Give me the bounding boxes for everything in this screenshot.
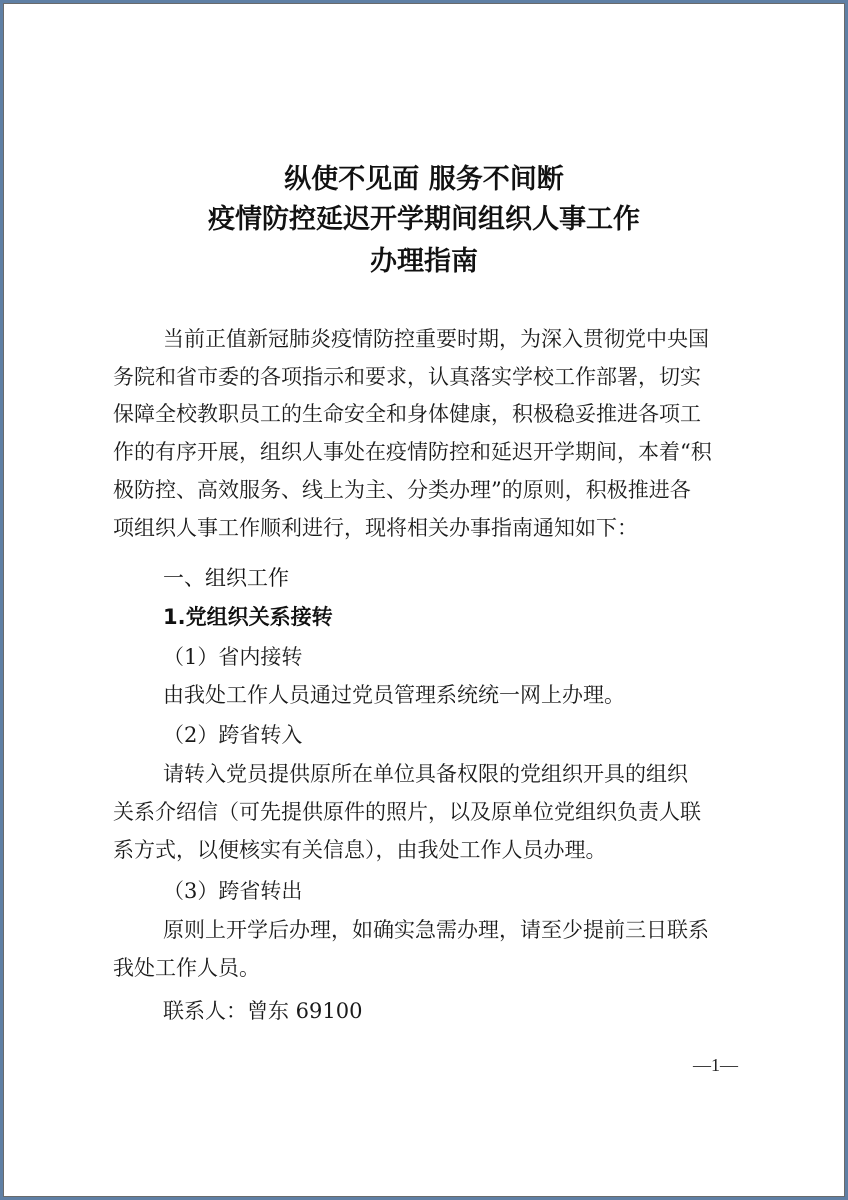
page-number: —1—	[693, 1055, 738, 1075]
title-line-1: 纵使不见面 服务不间断	[284, 164, 564, 195]
item-2-label: （2）跨省转入	[163, 723, 303, 747]
item-3-line-1: 原则上开学后办理，如确实急需办理，请至少提前三日联系	[163, 918, 709, 942]
intro-line-1: 当前正值新冠肺炎疫情防控重要时期，为深入贯彻党中央国	[163, 327, 709, 351]
item-2-line-3: 系方式，以便核实有关信息），由我处工作人员办理。	[113, 838, 607, 862]
item-2-line-2: 关系介绍信（可先提供原件的照片，以及原单位党组织负责人联	[113, 800, 701, 824]
title-line-2: 疫情防控延迟开学期间组织人事工作	[208, 204, 640, 235]
intro-line-2: 务院和省市委的各项指示和要求，认真落实学校工作部署，切实	[113, 365, 701, 389]
item-3-line-2: 我处工作人员。	[113, 956, 260, 980]
intro-line-6: 项组织人事工作顺利进行，现将相关办事指南通知如下：	[113, 516, 638, 540]
item-1-text: 由我处工作人员通过党员管理系统统一网上办理。	[163, 683, 625, 707]
item-1-label: （1）省内接转	[163, 645, 303, 669]
intro-line-3: 保障全校教职员工的生命安全和身体健康，积极稳妥推进各项工	[113, 402, 701, 426]
intro-line-5: 极防控、高效服务、线上为主、分类办理”的原则，积极推进各	[113, 478, 691, 502]
title-line-3: 办理指南	[370, 246, 478, 277]
contact-line: 联系人：曾东 69100	[163, 999, 363, 1023]
intro-line-4: 作的有序开展，组织人事处在疫情防控和延迟开学期间，本着“积	[113, 440, 712, 464]
item-3-label: （3）跨省转出	[163, 879, 303, 903]
item-2-line-1: 请转入党员提供原所在单位具备权限的党组织开具的组织	[163, 762, 688, 786]
subsection-heading: 1.党组织关系接转	[163, 605, 333, 629]
section-heading: 一、组织工作	[163, 566, 289, 590]
document-page	[3, 3, 845, 1197]
